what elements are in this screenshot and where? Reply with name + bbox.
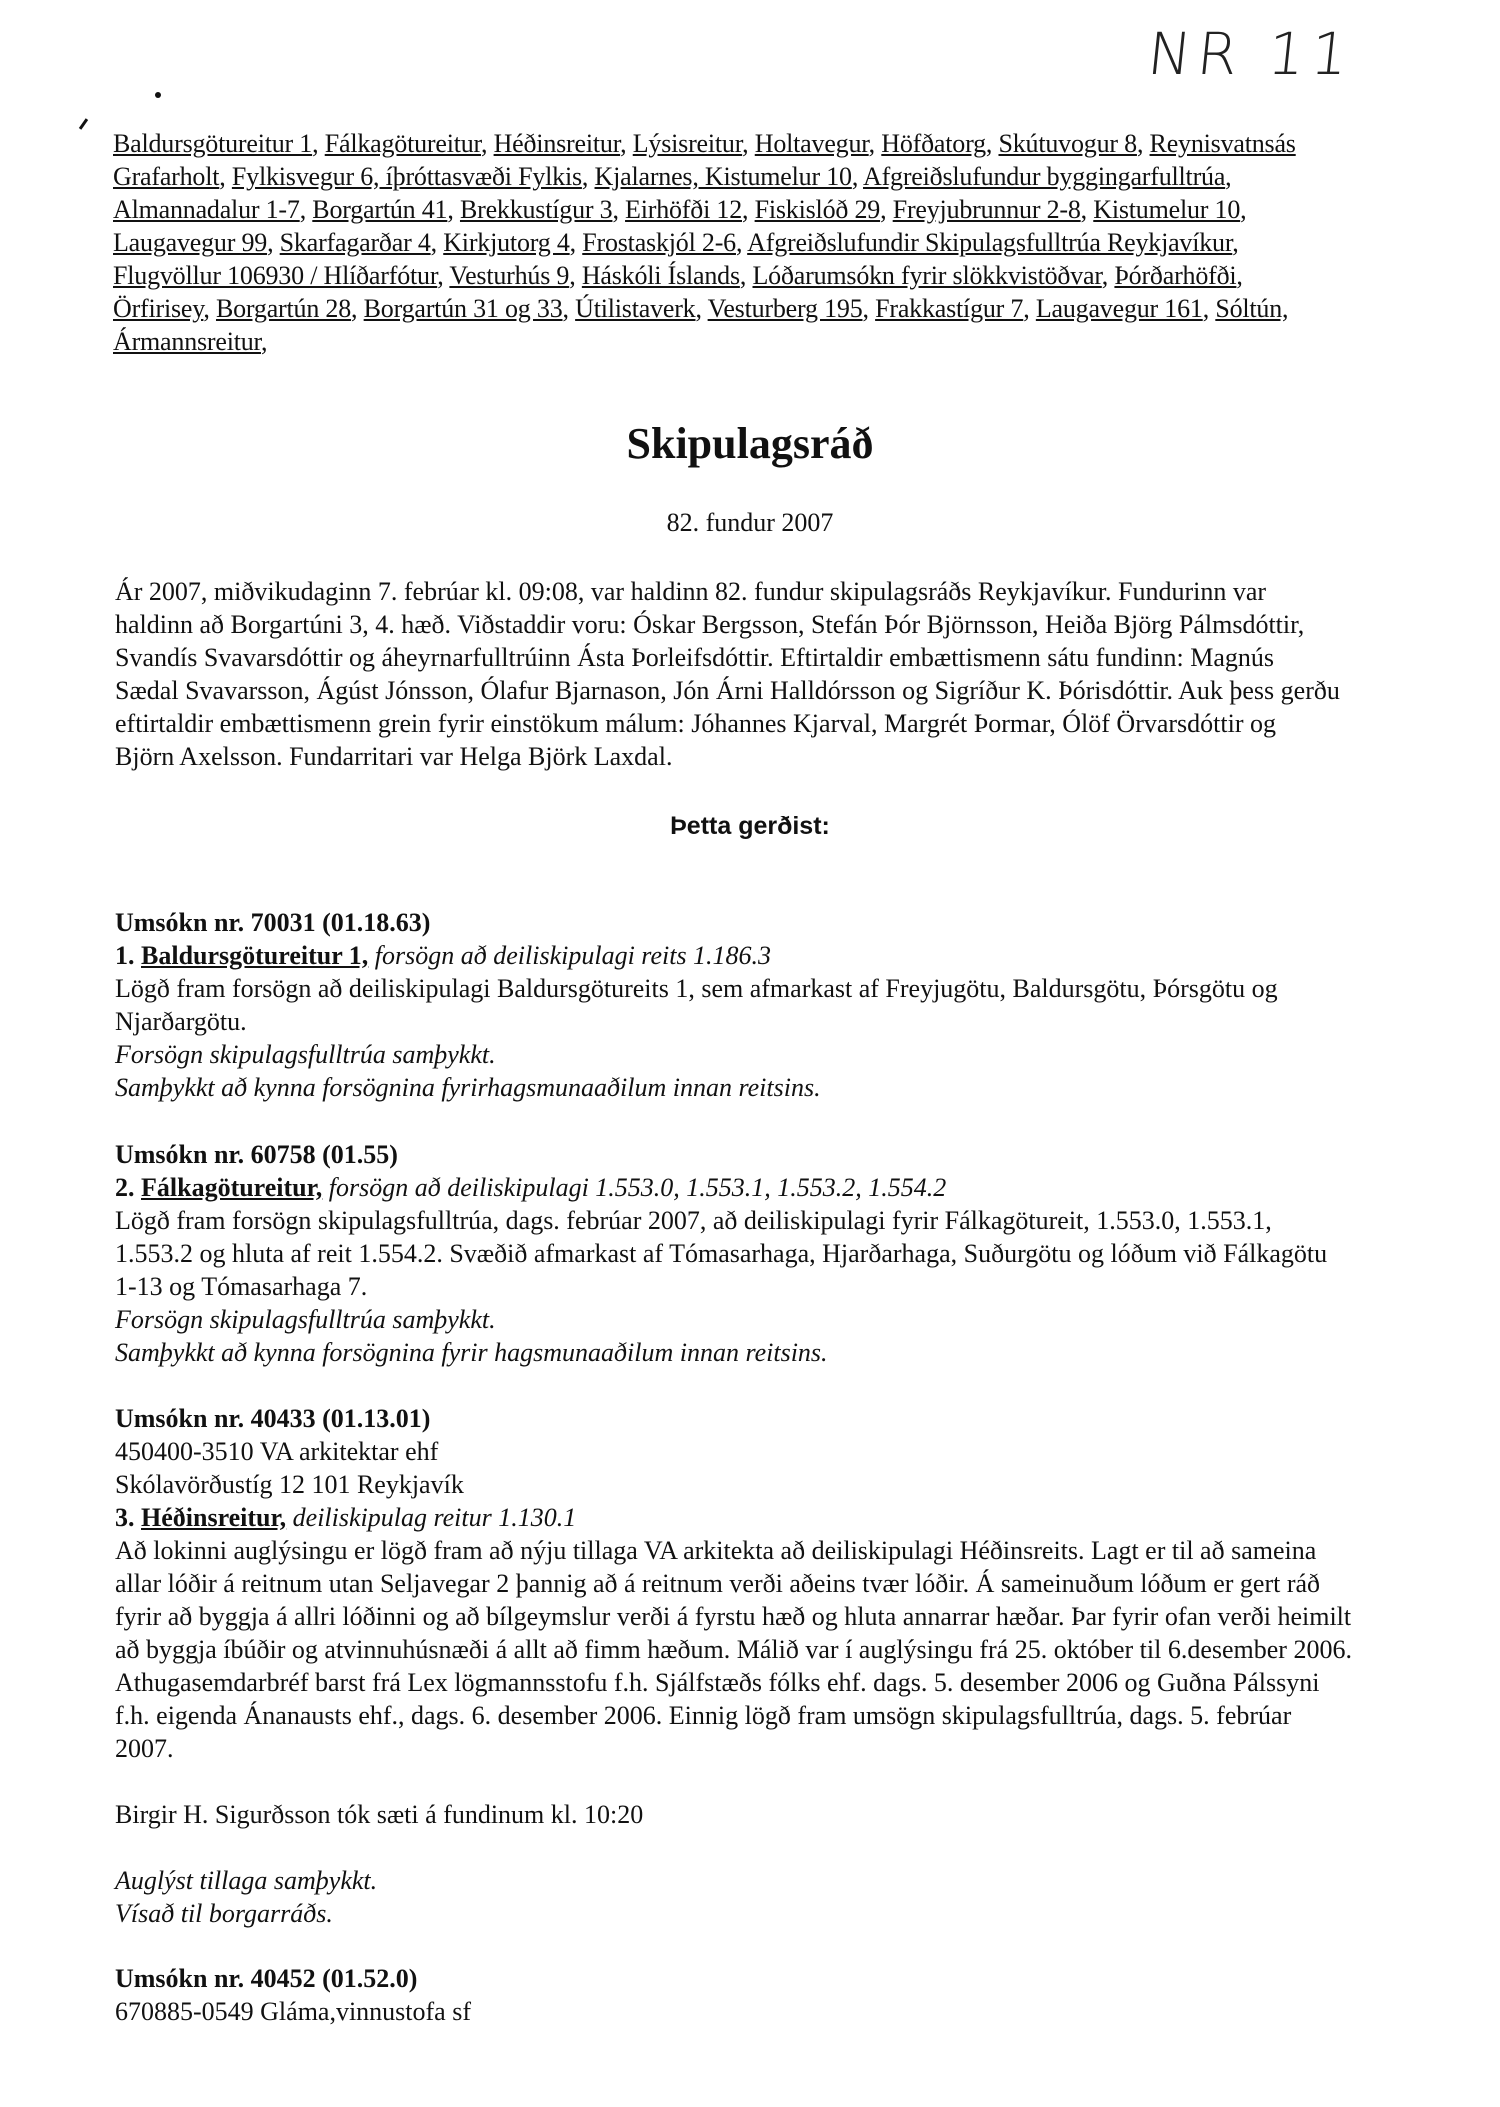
topic-link[interactable]: Borgartún 28 <box>215 294 352 323</box>
applicant-line: 670885-0549 Gláma,vinnustofa sf <box>115 1997 472 2026</box>
topic-link[interactable]: Frakkastígur 7 <box>875 294 1024 323</box>
topic-link[interactable]: Borgartún 31 og 33 <box>363 294 563 323</box>
topic-link[interactable]: Þórðarhöfði <box>1114 261 1237 290</box>
topic-link[interactable]: Skútuvogur 8 <box>998 129 1137 158</box>
case-heading <box>115 939 1355 972</box>
topic-link[interactable]: Holtavegur <box>754 129 869 158</box>
topic-link[interactable]: Vesturberg 195 <box>707 294 863 323</box>
case-subtitle: deiliskipulag reitur 1.130.1 <box>292 1503 577 1532</box>
topic-link[interactable]: Baldursgötureitur 1 <box>113 129 313 158</box>
handwritten-mark: NR 11 <box>1144 20 1358 88</box>
topic-link[interactable]: Flugvöllur 106930 / Hlíðarfótur <box>113 261 438 290</box>
case-name-link[interactable]: Héðinsreitur, <box>141 1503 287 1532</box>
case-item <box>115 1138 1355 1369</box>
topic-link[interactable]: Sóltún, Ármannsreitur <box>113 294 1289 356</box>
topic-link[interactable]: Kistumelur 10 <box>1093 195 1241 224</box>
case-subtitle: forsögn að deiliskipulagi 1.553.0, 1.553.1, 1.553.2, 1.554.2 <box>328 1173 947 1202</box>
topic-link[interactable]: Borgartún 41 <box>312 195 448 224</box>
case-body: Lögð fram forsögn að deiliskipulagi Baldursgötureits 1, sem afmarkast af Freyjugötu, Baldursgötu, Þórsgötu og Njarðargötu. <box>115 974 1278 1036</box>
topic-link[interactable]: Fylkisvegur 6, íþróttasvæði Fylkis <box>231 162 582 191</box>
case-item <box>115 1962 1355 2028</box>
page-title: Skipulagsráð <box>626 419 874 468</box>
topic-link[interactable]: Lýsisreitur <box>632 129 743 158</box>
case-note: Birgir H. Sigurðsson tók sæti á fundinum kl. 10:20 <box>115 1800 644 1829</box>
case-subtitle: forsögn að deiliskipulagi reits 1.186.3 <box>374 941 772 970</box>
topic-link[interactable]: Skarfagarðar 4 <box>279 228 431 257</box>
case-number: 3. <box>115 1503 135 1532</box>
scan-tick <box>79 118 88 130</box>
meeting-number: 82. fundur 2007 <box>666 508 834 537</box>
case-item <box>115 1402 1355 1930</box>
case-name-link[interactable]: Baldursgötureitur 1, <box>141 941 369 970</box>
case-heading <box>115 1171 1355 1204</box>
case-name-link[interactable]: Fálkagötureitur, <box>141 1173 323 1202</box>
topic-link[interactable]: Kjalarnes, Kistumelur 10 <box>594 162 852 191</box>
application-number: Umsókn nr. 40433 (01.13.01) <box>115 1404 431 1433</box>
topic-link[interactable]: Kirkjutorg 4 <box>443 228 570 257</box>
case-resolution: Vísað til borgarráðs. <box>115 1899 333 1928</box>
case-body: Að lokinni auglýsingu er lögð fram að nýju tillaga VA arkitekta að deiliskipulagi Héðinsreits. Lagt er til að sameina allar lóðir á reitnum utan Seljavegar 2 þannig að á reitnum verði aðeins tvær lóðir. Á sameinuðum lóðum er gert ráð fyrir að byggja á allri lóðinni og að bílgeymslur verði á fyrstu hæð og hluta annarrar hæðar. Þar fyrir ofan verði heimilt að byggja íbúðir og atvinnuhúsnæði á allt að fimm hæðum. Málið var í auglýsingu frá 25. október til 6.desember 2006. Athugasemdarbréf barst frá Lex lögmannsstofu f.h. Sjálfstæðs fólks ehf. dags. 5. desember 2006 og Guðna Pálssyni f.h. eigenda Ánanausts ehf., dags. 6. desember 2006. Einnig lögð fram umsögn skipulagsfulltrúa, dags. 5. febrúar 2007. <box>115 1536 1352 1763</box>
topic-link[interactable]: Höfðatorg <box>881 129 986 158</box>
topic-link[interactable]: Héðinsreitur <box>493 129 621 158</box>
topic-link[interactable]: Eirhöfði 12 <box>625 195 742 224</box>
case-resolution: Forsögn skipulagsfulltrúa samþykkt. <box>115 1040 496 1069</box>
topic-link[interactable]: Laugavegur 161 <box>1035 294 1203 323</box>
case-resolution: Auglýst tillaga samþykkt. <box>115 1866 378 1895</box>
topic-link[interactable]: Útilistaverk <box>575 294 696 323</box>
meeting-intro: Ár 2007, miðvikudaginn 7. febrúar kl. 09:08, var haldinn 82. fundur skipulagsráðs Reykjavíkur. Fundurinn var haldinn að Borgartúni 3, 4. hæð. Viðstaddir voru: Óskar Bergsson, Stefán Þór Björnsson, Heiða Björg Pálmsdóttir, Svandís Svavarsdóttir og áheyrnarfulltrúinn Ásta Þorleifsdóttir. Eftirtaldir embættismenn sátu fundinn: Magnús Sædal Svavarsson, Ágúst Jónsson, Ólafur Bjarnason, Jón Árni Halldórsson og Sigríður K. Þórisdóttir. Auk þess gerðu eftirtaldir embættismenn grein fyrir einstökum málum: Jóhannes Kjarval, Margrét Þormar, Ólöf Örvarsdóttir og Björn Axelsson. Fundarritari var Helga Björk Laxdal. <box>115 577 1340 771</box>
applicant-line: 450400-3510 VA arkitektar ehf <box>115 1437 439 1466</box>
case-number: 2. <box>115 1173 135 1202</box>
application-number: Umsókn nr. 70031 (01.18.63) <box>115 908 431 937</box>
case-item <box>115 906 1355 1104</box>
case-resolution: Samþykkt að kynna forsögnina fyrirhagsmunaaðilum innan reitsins. <box>115 1073 821 1102</box>
topics-list: Baldursgötureitur 1, Fálkagötureitur, Héðinsreitur, Lýsisreitur, Holtavegur, Höfðatorg, Skútuvogur 8, Reynisvatnsás Grafarholt, Fylkisvegur 6, íþróttasvæði Fylkis, Kjalarnes, Kistumelur 10, Afgreiðslufundur byggingarfulltrúa, Almannadalur 1-7, Borgartún 41, Brekkustígur 3, Eirhöfði 12, Fiskislóð 29, Freyjubrunnur 2-8, Kistumelur 10, Laugavegur 99, Skarfagarðar 4, Kirkjutorg 4, Frostaskjól 2-6, Afgreiðslufundir Skipulagsfulltrúa Reykjavíkur, Flugvöllur 106930 / Hlíðarfótur, Vesturhús 9, Háskóli Íslands, Lóðarumsókn fyrir slökkvistöðvar, Þórðarhöfði, Örfirisey, Borgartún 28, Borgartún 31 og 33, Útilistaverk, Vesturberg 195, Frakkastígur 7, Laugavegur 161, Sóltún, Ármannsreitur, <box>113 129 1296 356</box>
spacer <box>115 1831 1355 1864</box>
topic-link[interactable]: Háskóli Íslands <box>581 261 740 290</box>
case-body: Lögð fram forsögn skipulagsfulltrúa, dags. febrúar 2007, að deiliskipulagi fyrir Fálkagötureit, 1.553.0, 1.553.1, 1.553.2 og hluta af reit 1.554.2. Svæðið afmarkast af Tómasarhaga, Hjarðarhaga, Suðurgötu og lóðum við Fálkagötu 1-13 og Tómasarhaga 7. <box>115 1206 1328 1301</box>
topic-link[interactable]: Lóðarumsókn fyrir slökkvistöðvar <box>752 261 1102 290</box>
section-heading: Þetta gerðist: <box>670 812 830 840</box>
case-heading <box>115 1501 1355 1534</box>
case-number: 1. <box>115 941 135 970</box>
case-resolution: Samþykkt að kynna forsögnina fyrir hagsmunaaðilum innan reitsins. <box>115 1338 828 1367</box>
topic-link[interactable]: Brekkustígur 3 <box>459 195 613 224</box>
application-number: Umsókn nr. 40452 (01.52.0) <box>115 1964 418 1993</box>
topic-link[interactable]: Reynisvatnsás Grafarholt <box>113 129 1296 191</box>
topic-link[interactable]: Örfirisey <box>113 294 204 323</box>
topic-link[interactable]: Fiskislóð 29 <box>754 195 881 224</box>
topic-link[interactable]: Freyjubrunnur 2-8 <box>892 195 1081 224</box>
application-number: Umsókn nr. 60758 (01.55) <box>115 1140 398 1169</box>
spacer <box>115 1765 1355 1798</box>
topic-link[interactable]: Frostaskjól 2-6 <box>582 228 736 257</box>
case-resolution: Forsögn skipulagsfulltrúa samþykkt. <box>115 1305 496 1334</box>
topic-link[interactable]: Afgreiðslufundir Skipulagsfulltrúa Reykjavíkur <box>747 228 1233 257</box>
topic-link[interactable]: Afgreiðslufundur byggingarfulltrúa <box>863 162 1226 191</box>
topic-link[interactable]: Almannadalur 1-7 <box>113 195 300 224</box>
topic-link[interactable]: Fálkagötureitur <box>324 129 481 158</box>
topic-link[interactable]: Laugavegur 99 <box>113 228 268 257</box>
applicant-line: Skólavörðustíg 12 101 Reykjavík <box>115 1470 464 1499</box>
scan-dot <box>155 92 161 98</box>
topic-link[interactable]: Vesturhús 9 <box>449 261 570 290</box>
